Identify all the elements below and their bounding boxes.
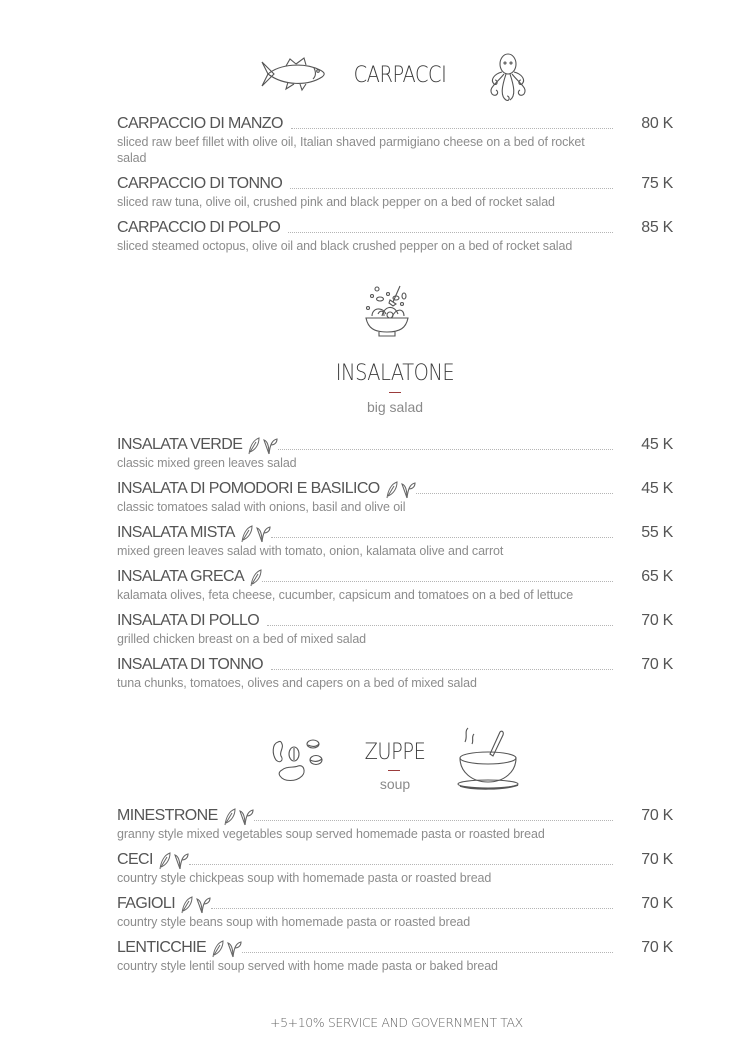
menu-item [117, 655, 673, 691]
vegetarian-leaf-icon [248, 437, 260, 455]
octopus-icon [486, 50, 530, 106]
accent-dash [388, 770, 400, 771]
menu-item [117, 435, 673, 471]
vegan-sprout-icon [238, 808, 254, 826]
dot-leader [254, 820, 613, 821]
item-description: country style lentil soup served with home made pasta or baked bread [117, 959, 498, 973]
salad-bowl-icon [360, 284, 414, 342]
item-price: 70 K [641, 807, 673, 824]
item-name: INSALATA DI POLLO [117, 612, 260, 629]
menu-item [117, 479, 673, 515]
item-price: 70 K [641, 939, 673, 956]
dot-leader [211, 908, 613, 909]
menu-item [117, 894, 673, 930]
dot-leader [291, 128, 613, 129]
item-price: 75 K [641, 175, 673, 192]
item-description: sliced raw tuna, olive oil, crushed pink and black pepper on a bed of rocket salad [117, 195, 555, 209]
item-description: country style chickpeas soup with homemade pasta or roasted bread [117, 871, 492, 885]
section-subtitle-insalatone: big salad [366, 399, 424, 415]
dot-leader [416, 493, 613, 494]
item-description: sliced steamed octopus, olive oil and black crushed pepper on a bed of rocket salad [117, 239, 573, 253]
vegan-sprout-icon [255, 525, 271, 543]
item-price: 70 K [641, 656, 673, 673]
dot-leader [290, 188, 613, 189]
item-name: FAGIOLI [117, 895, 176, 912]
dot-leader [242, 952, 613, 953]
menu-item [117, 806, 673, 842]
item-name: CARPACCIO DI TONNO [117, 175, 283, 192]
item-price: 70 K [641, 895, 673, 912]
item-name: CECI [117, 851, 153, 868]
vegetarian-leaf-icon [224, 808, 236, 826]
item-name: CARPACCIO DI POLPO [117, 219, 281, 236]
menu-item [117, 611, 673, 647]
vegetarian-leaf-icon [250, 569, 262, 587]
dot-leader [288, 232, 613, 233]
item-name: INSALATA VERDE [117, 436, 243, 453]
vegetarian-leaf-icon [241, 525, 253, 543]
tax-note: +5+10% SERVICE AND GOVERNMENT TAX [270, 1015, 523, 1030]
item-description: mixed green leaves salad with tomato, onion, kalamata olive and carrot [117, 544, 504, 558]
item-name: CARPACCIO DI MANZO [117, 115, 283, 132]
item-price: 45 K [641, 480, 673, 497]
dot-leader [262, 581, 613, 582]
menu-item [117, 938, 673, 974]
item-description: classic mixed green leaves salad [117, 456, 297, 470]
item-description: sliced raw beef fillet with olive oil, Italian shaved parmigiano cheese on a bed of rocket salad [117, 135, 585, 165]
item-description: country style beans soup with homemade pasta or roasted bread [117, 915, 471, 929]
item-name: MINESTRONE [117, 807, 218, 824]
item-name: INSALATA DI TONNO [117, 656, 263, 673]
item-price: 45 K [641, 436, 673, 453]
item-name: INSALATA MISTA [117, 524, 235, 541]
item-description: tuna chunks, tomatoes, olives and capers on a bed of mixed salad [117, 676, 477, 690]
menu-item [117, 218, 673, 254]
vegetarian-leaf-icon [159, 852, 171, 870]
dot-leader [267, 625, 613, 626]
item-price: 65 K [641, 568, 673, 585]
vegan-sprout-icon [195, 896, 211, 914]
section-title-insalatone: INSALATONE [335, 361, 455, 386]
menu-item [117, 174, 673, 210]
vegetarian-leaf-icon [181, 896, 193, 914]
dot-leader [189, 864, 613, 865]
vegetarian-leaf-icon [212, 940, 224, 958]
accent-dash [389, 392, 401, 393]
vegan-sprout-icon [262, 437, 278, 455]
dot-leader [271, 669, 613, 670]
item-price: 80 K [641, 115, 673, 132]
menu-item [117, 567, 673, 603]
fish-icon [260, 56, 328, 92]
section-subtitle-zuppe: soup [379, 776, 411, 792]
item-description: grilled chicken breast on a bed of mixed salad [117, 632, 367, 646]
item-name: INSALATA GRECA [117, 568, 245, 585]
vegan-sprout-icon [400, 481, 416, 499]
item-price: 55 K [641, 524, 673, 541]
beans-icon [272, 738, 330, 784]
vegetarian-leaf-icon [386, 481, 398, 499]
item-price: 70 K [641, 851, 673, 868]
section-title-carpacci: CARPACCI [353, 63, 447, 88]
menu-item [117, 114, 673, 166]
vegan-sprout-icon [226, 940, 242, 958]
item-description: granny style mixed vegetables soup served homemade pasta or roasted bread [117, 827, 545, 841]
item-description: kalamata olives, feta cheese, cucumber, capsicum and tomatoes on a bed of lettuce [117, 588, 574, 602]
dot-leader [271, 537, 613, 538]
item-name: INSALATA DI POMODORI E BASILICO [117, 480, 380, 497]
dot-leader [278, 449, 613, 450]
menu-item [117, 523, 673, 559]
item-price: 70 K [641, 612, 673, 629]
item-description: classic tomatoes salad with onions, basil and olive oil [117, 500, 406, 514]
item-name: LENTICCHIE [117, 939, 207, 956]
vegan-sprout-icon [173, 852, 189, 870]
menu-item [117, 850, 673, 886]
soup-bowl-icon [456, 726, 520, 790]
section-title-zuppe: ZUPPE [364, 740, 426, 765]
item-price: 85 K [641, 219, 673, 236]
